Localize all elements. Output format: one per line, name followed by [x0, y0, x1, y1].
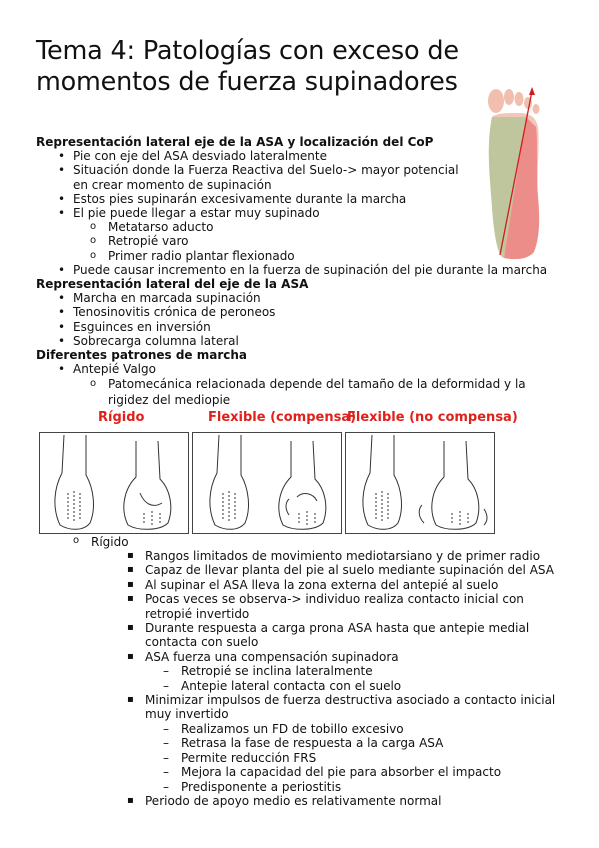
feet-drawing — [193, 433, 341, 533]
list-item: ▪ Minimizar impulsos de fuerza destructiva asociado a contacto inicial muy invertido — [36, 693, 565, 722]
list-item: • Situación donde la Fuerza Reactiva del Suelo-> mayor potencial en crear momento de supinación — [36, 163, 473, 191]
list-subitem: o Primer radio plantar flexionado — [36, 249, 566, 263]
list-subitem: o Metatarso aducto — [36, 220, 566, 234]
list-item: • Marcha en marcada supinación — [36, 291, 566, 305]
section1-heading: Representación lateral eje de la ASA y localización del CoP — [36, 135, 434, 149]
list-item: ▪ Capaz de llevar planta del pie al suelo mediante supinación del ASA — [36, 563, 566, 577]
figure-panel-flexible-compensa — [192, 432, 342, 534]
list-subitem: – Retrasa la fase de respuesta a la carga ASA — [36, 736, 566, 750]
list-item: • Estos pies supinarán excesivamente durante la marcha — [36, 192, 566, 206]
list-subitem: – Retropié se inclina lateralmente — [36, 664, 566, 678]
rigido-subheading: o Rígido — [91, 535, 129, 549]
section3-heading: Diferentes patrones de marcha — [36, 348, 247, 363]
list-subitem: – Realizamos un FD de tobillo excesivo — [36, 722, 566, 736]
foot-pattern-figure — [39, 432, 495, 534]
list-subitem: o Retropié varo — [36, 234, 566, 248]
list-item: ▪ Periodo de apoyo medio es relativamente normal — [36, 794, 566, 808]
list-item: • El pie puede llegar a estar muy supinado — [36, 206, 566, 220]
list-item: • Esguinces en inversión — [36, 320, 566, 334]
figure-panel-flexible-no-compensa — [345, 432, 495, 534]
figure-label-rigido: Rígido — [98, 410, 145, 425]
figure-label-flexible-compensa: Flexible (compensa) — [208, 410, 357, 425]
list-item: • Pie con eje del ASA desviado lateralmente — [36, 149, 566, 163]
list-item: • Puede causar incremento en la fuerza de supinación del pie durante la marcha — [36, 263, 566, 277]
list-item: ▪ Pocas veces se observa-> individuo realiza contacto inicial con retropié invertido — [36, 592, 565, 621]
figure-panel-rigido — [39, 432, 189, 534]
list-subitem: – Antepie lateral contacta con el suelo — [36, 679, 566, 693]
list-item: ▪ ASA fuerza una compensación supinadora — [36, 650, 566, 664]
list-item: ▪ Rangos limitados de movimiento mediotarsiano y de primer radio — [36, 549, 566, 563]
section2-heading: Representación lateral del eje de la ASA — [36, 277, 309, 292]
feet-drawing — [346, 433, 494, 533]
figure-label-flexible-no-compensa: Flexible (no compensa) — [347, 410, 518, 425]
page-title: Tema 4: Patologías con exceso de momentos de fuerza supinadores — [36, 36, 459, 97]
list-item: ▪ Durante respuesta a carga prona ASA hasta que antepie medial contacta con suelo — [36, 621, 565, 650]
list-subitem: – Predisponente a periostitis — [36, 780, 566, 794]
list-item: • Sobrecarga columna lateral — [36, 334, 566, 348]
list-item: ▪ Al supinar el ASA lleva la zona externa del antepié al suelo — [36, 578, 566, 592]
list-subitem: – Mejora la capacidad del pie para absorber el impacto — [36, 765, 566, 779]
list-item: • Antepié Valgo — [36, 362, 566, 376]
list-subitem: o Patomecánica relacionada depende del tamaño de la deformidad y la rigidez del mediopie — [36, 376, 566, 408]
list-item: • Tenosinovitis crónica de peroneos — [36, 305, 566, 319]
feet-drawing — [40, 433, 188, 533]
list-subitem: – Permite reducción FRS — [36, 751, 566, 765]
